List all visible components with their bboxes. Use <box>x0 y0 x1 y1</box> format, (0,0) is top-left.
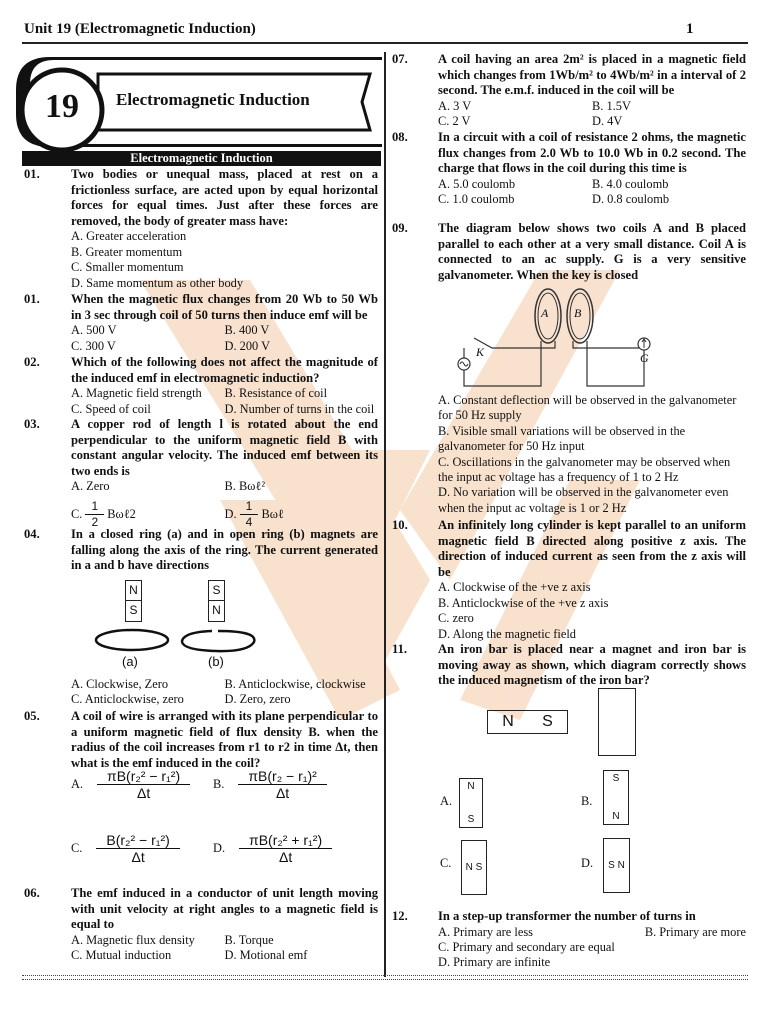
option-a: A. <box>440 794 453 808</box>
question-number: 07. <box>392 52 408 66</box>
option-c: C. Speed of coil <box>71 401 151 416</box>
coil-circuit-diagram <box>452 286 667 392</box>
option-c: C. Primary and secondary are equal <box>438 940 615 954</box>
question-stem: In a step-up transformer the number of turns in <box>438 909 696 923</box>
label-b: (b) <box>208 654 224 669</box>
column-divider <box>384 52 386 977</box>
page-number: 1 <box>686 21 694 37</box>
question-stem: An iron bar is placed near a magnet and iron bar is moving away as shown, which diagram correctly shows the induced magnetism of the iron bar? <box>438 642 746 688</box>
header-rule <box>22 42 748 44</box>
option-c: C. 2 V <box>438 114 471 129</box>
option-a: A. Constant deflection will be observed in the galvanometer for 50 Hz supply <box>438 393 737 423</box>
question-7 <box>71 886 378 964</box>
option-c: C. <box>440 856 452 870</box>
option-a: A. Magnetic flux density <box>71 932 195 947</box>
option-c: C. zero <box>438 611 474 626</box>
option-d: D. Zero, zero <box>224 692 291 707</box>
option-d: D. No variation will be observed in the galvanometer even when the input ac voltage is 1 or 2 Hz <box>438 485 729 515</box>
option-c: C. 1.0 coulomb <box>438 192 515 207</box>
option-d: D. Motional emf <box>224 948 308 963</box>
question-5-options <box>71 677 378 708</box>
question-number: 12. <box>392 909 408 923</box>
option-a: A. Zero <box>71 479 110 494</box>
option-b: B. <box>581 794 593 808</box>
option-a: A. $\frac{\text{πB(r₂² − r₁²)}}{\Delta t}$ <box>71 768 190 801</box>
option-b-bar: S N <box>603 770 629 825</box>
question-number: 06. <box>24 886 40 900</box>
question-8 <box>438 52 746 130</box>
option-d: D. Number of turns in the coil <box>224 401 375 416</box>
option-a: A. 500 V <box>71 323 117 338</box>
chapter-number: 19 <box>45 88 79 125</box>
question-3 <box>71 355 378 417</box>
option-c: C. $\frac{\text{B(r₂² − r₁²)}}{\Delta t}$ <box>71 832 180 865</box>
question-stem: A coil of wire is arranged with its plane perpendicular to a uniform magnetic field of flux density B. when the radius of the coil increases from r1 to r2 in time Δt, then what is the emf induced in the coil? <box>71 709 378 770</box>
section-banner: Electromagnetic Induction <box>22 151 381 166</box>
question-12 <box>438 642 746 689</box>
option-a: A. Clockwise, Zero <box>71 677 169 691</box>
option-b: B. Anticlockwise of the +ve z axis <box>438 595 609 610</box>
question-stem: When the magnetic flux changes from 20 Wb to 50 Wb in 3 sec through coil of 50 turns then induce emf will be <box>71 292 378 322</box>
question-2 <box>71 292 378 354</box>
option-c: C. $\frac{1}{2}$ Bωℓ2 <box>71 498 136 530</box>
magnet-a: N S <box>125 580 142 622</box>
question-number: 10. <box>392 518 408 532</box>
question-stem: Which of the following does not affect the magnitude of the induced emf in electromagnetic induction? <box>71 355 378 385</box>
coil-a-label: A <box>541 306 549 320</box>
question-number: 01. <box>24 167 40 181</box>
question-10-options <box>438 393 746 516</box>
option-b: B. 1.5V <box>592 98 631 113</box>
question-stem: The diagram below shows two coils A and B placed parallel to each other at a very small distance. Coil A is connected to an ac supply. G is a very sensitive galvanometer. When the key is closed <box>438 221 746 282</box>
bar-magnet: N S <box>487 710 568 734</box>
option-c: C. Anticlockwise, zero <box>71 692 184 707</box>
option-b: B. Primary are more <box>644 924 746 939</box>
option-a: A. Magnetic field strength <box>71 386 202 401</box>
question-5 <box>71 527 378 574</box>
option-d: D. 200 V <box>224 338 271 353</box>
question-number: 02. <box>24 355 40 369</box>
option-a: A. 3 V <box>438 98 472 113</box>
option-b: B. Bωℓ² <box>224 479 266 494</box>
question-number: 04. <box>24 527 40 541</box>
chapter-title: Electromagnetic Induction <box>116 90 310 109</box>
option-a: A. Greater acceleration <box>71 229 187 244</box>
question-number: 01. <box>24 292 40 306</box>
option-c: C. Oscillations in the galvanometer may be observed when the input ac voltage has a frequency of 1 to 2 Hz <box>438 454 731 485</box>
option-b: B. Torque <box>224 932 274 947</box>
option-a: A. Clockwise of the +ve z axis <box>438 580 591 595</box>
question-stem: The emf induced in a conductor of unit length moving with unit velocity at right angles to a magnetic field is equal to <box>71 886 378 932</box>
magnet-b: S N <box>208 580 225 622</box>
option-b: B. Anticlockwise, clockwise <box>224 677 366 691</box>
option-b: B. Resistance of coil <box>224 386 328 401</box>
question-1 <box>71 167 378 291</box>
iron-bar <box>598 688 636 756</box>
option-c: C. Mutual induction <box>71 948 172 963</box>
coil-b-label: B <box>574 306 582 320</box>
question-4 <box>71 417 378 531</box>
option-b: B. 400 V <box>224 323 270 338</box>
option-d: D. <box>581 856 594 870</box>
option-b: B. $\frac{\text{πB(r₂ − r₁)²}}{\Delta t}$ <box>213 768 327 801</box>
question-6 <box>71 709 378 771</box>
question-11 <box>438 518 746 642</box>
rings-figure <box>92 626 262 656</box>
option-d: D. 4V <box>592 114 623 129</box>
option-c: C. 300 V <box>71 338 116 353</box>
option-d-bar: S N <box>603 838 630 893</box>
question-number: 11. <box>392 642 408 656</box>
question-13 <box>438 909 746 971</box>
question-stem: A copper rod of length l is rotated about the end perpendicular to the uniform magnetic field B with constant angular velocity. The induced emf between its two ends is <box>71 417 378 478</box>
option-d: D. $\frac{\text{πB(r₂² + r₁²)}}{\Delta t}$ <box>213 832 332 865</box>
option-b: B. Visible small variations will be observed in the galvanometer for 50 Hz input <box>438 423 686 454</box>
option-c-bar: N S <box>461 840 487 895</box>
question-10 <box>438 221 746 283</box>
option-c: C. Smaller momentum <box>71 260 184 275</box>
question-stem: A coil having an area 2m² is placed in a magnetic field which changes from 1Wb/m² to 4Wb/m² in a interval of 2 second. The e.m.f. induced in the coil will be <box>438 52 746 98</box>
footer-rule <box>22 975 748 980</box>
option-b: B. Greater momentum <box>71 244 183 259</box>
question-number: 03. <box>24 417 40 431</box>
option-d: D. 0.8 coulomb <box>592 192 670 207</box>
key-label: K <box>476 345 485 359</box>
option-a-bar: N S <box>459 778 483 828</box>
option-a: A. Primary are less <box>438 924 533 939</box>
question-9 <box>438 130 746 208</box>
question-stem: An infinitely long cylinder is kept parallel to an uniform magnetic field B directed along positive z axis. The direction of induced current as seen from the z axis will be <box>438 518 746 579</box>
option-d: D. Primary are infinite <box>438 955 551 970</box>
question-stem: In a closed ring (a) and in open ring (b) magnets are falling along the axis of the ring. The current generated in a and b have directions <box>71 527 378 573</box>
option-d: D. Along the magnetic field <box>438 626 576 641</box>
galvanometer-label: G <box>640 351 649 365</box>
label-a: (a) <box>122 654 138 669</box>
question-number: 05. <box>24 709 40 723</box>
option-a: A. 5.0 coulomb <box>438 176 516 191</box>
question-number: 09. <box>392 221 408 235</box>
option-d: D. $\frac{1}{4}$ Bωℓ <box>224 498 284 530</box>
question-stem: Two bodies or unequal mass, placed at rest on a frictionless surface, are acted upon by equal horizontal forces for equal times. Just after these forces are removed, the body of greater mass have: <box>71 167 378 228</box>
option-d: D. Same momentum as other body <box>71 275 244 290</box>
question-stem: In a circuit with a coil of resistance 2 ohms, the magnetic flux changes from 2.0 Wb to 10.0 Wb in 0.2 second. The charge that flows in the coil during this time is <box>438 130 746 176</box>
option-b: B. 4.0 coulomb <box>592 176 669 191</box>
question-number: 08. <box>392 130 408 144</box>
page-header-title: Unit 19 (Electromagnetic Induction) <box>24 21 256 37</box>
